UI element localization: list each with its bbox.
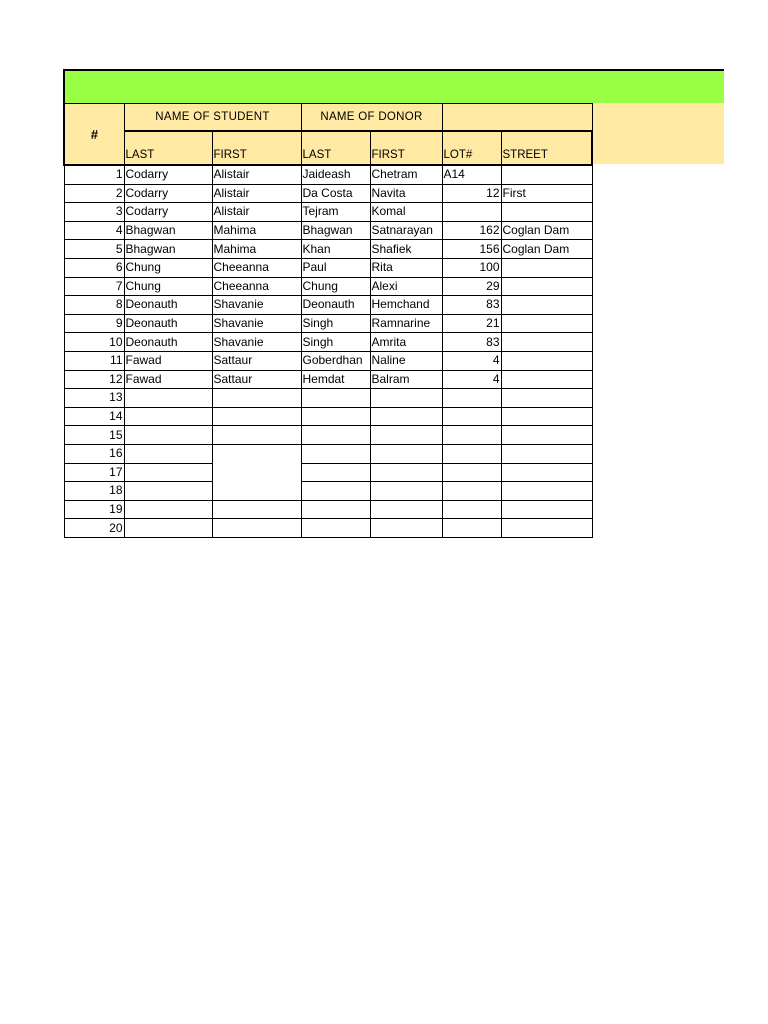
row-number-cell[interactable]: 19 (64, 500, 124, 519)
street-cell[interactable] (501, 444, 592, 463)
donor-last-cell[interactable]: Chung (301, 277, 370, 296)
row-number-cell[interactable]: 13 (64, 389, 124, 408)
street-cell[interactable] (501, 426, 592, 445)
donor-last-cell[interactable] (301, 463, 370, 482)
student-last-cell[interactable] (124, 482, 212, 501)
donor-first-cell[interactable]: Ramnarine (370, 314, 442, 333)
donor-last-cell[interactable]: Singh (301, 333, 370, 352)
row-number-cell[interactable]: 8 (64, 296, 124, 315)
lot-cell[interactable]: 12 (442, 184, 501, 203)
street-cell[interactable]: Coglan Dam (501, 240, 592, 259)
lot-cell[interactable]: 156 (442, 240, 501, 259)
col-header-donor-first: FIRST (370, 131, 442, 165)
donor-first-cell[interactable]: Amrita (370, 333, 442, 352)
table-row (64, 482, 592, 501)
table-row (64, 258, 592, 277)
lot-cell[interactable]: 4 (442, 370, 501, 389)
student-last-cell[interactable] (124, 407, 212, 426)
row-number-cell[interactable]: 2 (64, 184, 124, 203)
row-number-cell[interactable]: 11 (64, 351, 124, 370)
table-row (64, 203, 592, 222)
student-last-cell[interactable]: Chung (124, 258, 212, 277)
row-number-cell[interactable]: 5 (64, 240, 124, 259)
student-group-header: NAME OF STUDENT (124, 104, 301, 132)
donor-first-cell[interactable]: Rita (370, 258, 442, 277)
lot-cell[interactable] (442, 407, 501, 426)
street-cell[interactable] (501, 258, 592, 277)
lot-cell[interactable] (442, 203, 501, 222)
donor-first-cell[interactable]: Alexi (370, 277, 442, 296)
row-number-cell[interactable]: 3 (64, 203, 124, 222)
donor-last-cell[interactable] (301, 444, 370, 463)
donor-last-cell[interactable]: Paul (301, 258, 370, 277)
student-last-cell[interactable]: Bhagwan (124, 221, 212, 240)
donor-first-cell[interactable]: Satnarayan (370, 221, 442, 240)
header-fill-extension (591, 103, 724, 164)
donor-last-cell[interactable]: Deonauth (301, 296, 370, 315)
lot-cell[interactable]: 29 (442, 277, 501, 296)
street-cell[interactable] (501, 333, 592, 352)
donor-first-cell[interactable] (370, 482, 442, 501)
table-row (64, 221, 592, 240)
donor-last-cell[interactable] (301, 407, 370, 426)
student-first-cell[interactable] (212, 444, 301, 500)
student-last-cell[interactable] (124, 426, 212, 445)
row-number-cell[interactable]: 14 (64, 407, 124, 426)
table-row (64, 389, 592, 408)
table-body (64, 165, 592, 537)
donor-last-cell[interactable] (301, 482, 370, 501)
street-cell[interactable] (501, 500, 592, 519)
row-number-cell[interactable]: 20 (64, 519, 124, 538)
row-number-cell[interactable]: 12 (64, 370, 124, 389)
row-number-cell[interactable]: 15 (64, 426, 124, 445)
donor-last-cell[interactable]: Da Costa (301, 184, 370, 203)
table-row (64, 370, 592, 389)
student-last-cell[interactable]: Deonauth (124, 296, 212, 315)
street-cell[interactable] (501, 277, 592, 296)
donor-first-cell[interactable] (370, 407, 442, 426)
row-number-cell[interactable]: 1 (64, 165, 124, 184)
title-bar (63, 69, 724, 103)
lot-cell[interactable]: 83 (442, 296, 501, 315)
donor-first-cell[interactable] (370, 463, 442, 482)
lot-group-header (442, 104, 592, 132)
col-header-student-last: LAST (124, 131, 212, 165)
donor-last-cell[interactable] (301, 519, 370, 538)
row-number-cell[interactable]: 16 (64, 444, 124, 463)
student-first-cell[interactable]: Alistair (212, 184, 301, 203)
student-first-cell[interactable] (212, 389, 301, 408)
student-first-cell[interactable]: Sattaur (212, 370, 301, 389)
donor-student-table (63, 103, 593, 538)
lot-cell[interactable] (442, 444, 501, 463)
donor-first-cell[interactable]: Shafiek (370, 240, 442, 259)
table-row (64, 426, 592, 445)
student-last-cell[interactable] (124, 500, 212, 519)
street-cell[interactable] (501, 482, 592, 501)
donor-last-cell[interactable]: Khan (301, 240, 370, 259)
donor-first-cell[interactable] (370, 519, 442, 538)
student-first-cell[interactable]: Shavanie (212, 296, 301, 315)
donor-last-cell[interactable] (301, 426, 370, 445)
table-row (64, 165, 592, 184)
row-number-cell[interactable]: 18 (64, 482, 124, 501)
student-first-cell[interactable]: Alistair (212, 165, 301, 184)
donor-last-cell[interactable] (301, 500, 370, 519)
student-last-cell[interactable]: Codarry (124, 165, 212, 184)
student-first-cell[interactable] (212, 519, 301, 538)
street-cell[interactable] (501, 370, 592, 389)
street-cell[interactable] (501, 165, 592, 184)
student-first-cell[interactable]: Mahima (212, 240, 301, 259)
donor-first-cell[interactable] (370, 389, 442, 408)
student-first-cell[interactable] (212, 426, 301, 445)
street-cell[interactable] (501, 203, 592, 222)
row-number-header: # (64, 104, 124, 166)
table-row (64, 240, 592, 259)
donor-last-cell[interactable]: Singh (301, 314, 370, 333)
street-cell[interactable] (501, 407, 592, 426)
student-first-cell[interactable]: Mahima (212, 221, 301, 240)
street-cell[interactable] (501, 314, 592, 333)
table-row (64, 314, 592, 333)
row-number-cell[interactable]: 9 (64, 314, 124, 333)
street-cell[interactable] (501, 296, 592, 315)
row-number-cell[interactable]: 4 (64, 221, 124, 240)
donor-last-cell[interactable] (301, 389, 370, 408)
street-cell[interactable] (501, 389, 592, 408)
table-row (64, 296, 592, 315)
student-last-cell[interactable]: Deonauth (124, 314, 212, 333)
student-last-cell[interactable]: Fawad (124, 370, 212, 389)
lot-cell[interactable]: 100 (442, 258, 501, 277)
lot-cell[interactable] (442, 463, 501, 482)
table-row (64, 463, 592, 482)
table-row (64, 277, 592, 296)
student-last-cell[interactable]: Deonauth (124, 333, 212, 352)
student-last-cell[interactable] (124, 463, 212, 482)
donor-last-cell[interactable]: Bhagwan (301, 221, 370, 240)
lot-cell[interactable] (442, 519, 501, 538)
street-cell[interactable] (501, 519, 592, 538)
table-row (64, 444, 592, 463)
table-row (64, 407, 592, 426)
row-number-cell[interactable]: 10 (64, 333, 124, 352)
street-cell[interactable] (501, 463, 592, 482)
street-cell[interactable]: First (501, 184, 592, 203)
donor-first-cell[interactable]: Naline (370, 351, 442, 370)
lot-cell[interactable]: 4 (442, 351, 501, 370)
table-row (64, 184, 592, 203)
row-number-cell[interactable]: 7 (64, 277, 124, 296)
table-row (64, 351, 592, 370)
lot-cell[interactable]: A14 (442, 165, 501, 184)
col-header-street: STREET (501, 131, 592, 165)
student-last-cell[interactable]: Bhagwan (124, 240, 212, 259)
donor-first-cell[interactable] (370, 444, 442, 463)
col-header-donor-last: LAST (301, 131, 370, 165)
lot-cell[interactable]: 83 (442, 333, 501, 352)
lot-cell[interactable] (442, 500, 501, 519)
donor-first-cell[interactable]: Hemchand (370, 296, 442, 315)
row-number-cell[interactable]: 17 (64, 463, 124, 482)
donor-last-cell[interactable]: Hemdat (301, 370, 370, 389)
student-first-cell[interactable]: Cheeanna (212, 277, 301, 296)
student-first-cell[interactable]: Sattaur (212, 351, 301, 370)
student-last-cell[interactable]: Codarry (124, 184, 212, 203)
student-last-cell[interactable] (124, 389, 212, 408)
student-last-cell[interactable]: Chung (124, 277, 212, 296)
student-last-cell[interactable] (124, 519, 212, 538)
lot-cell[interactable] (442, 426, 501, 445)
student-first-cell[interactable]: Shavanie (212, 314, 301, 333)
donor-last-cell[interactable]: Goberdhan (301, 351, 370, 370)
street-cell[interactable] (501, 351, 592, 370)
row-number-cell[interactable]: 6 (64, 258, 124, 277)
lot-cell[interactable] (442, 389, 501, 408)
student-last-cell[interactable]: Codarry (124, 203, 212, 222)
student-first-cell[interactable]: Cheeanna (212, 258, 301, 277)
table-row (64, 333, 592, 352)
donor-group-header: NAME OF DONOR (301, 104, 442, 132)
student-first-cell[interactable] (212, 407, 301, 426)
student-last-cell[interactable]: Fawad (124, 351, 212, 370)
donor-first-cell[interactable]: Navita (370, 184, 442, 203)
lot-cell[interactable]: 162 (442, 221, 501, 240)
table-row (64, 519, 592, 538)
donor-first-cell[interactable]: Chetram (370, 165, 442, 184)
street-cell[interactable]: Coglan Dam (501, 221, 592, 240)
lot-cell[interactable] (442, 482, 501, 501)
lot-cell[interactable]: 21 (442, 314, 501, 333)
donor-first-cell[interactable]: Balram (370, 370, 442, 389)
student-last-cell[interactable] (124, 444, 212, 463)
donor-first-cell[interactable]: Komal (370, 203, 442, 222)
donor-first-cell[interactable] (370, 426, 442, 445)
student-first-cell[interactable]: Shavanie (212, 333, 301, 352)
donor-first-cell[interactable] (370, 500, 442, 519)
student-first-cell[interactable]: Alistair (212, 203, 301, 222)
col-header-lot: LOT# (442, 131, 501, 165)
donor-last-cell[interactable]: Jaideash (301, 165, 370, 184)
col-header-student-first: FIRST (212, 131, 301, 165)
student-first-cell[interactable] (212, 500, 301, 519)
donor-last-cell[interactable]: Tejram (301, 203, 370, 222)
table-row (64, 500, 592, 519)
